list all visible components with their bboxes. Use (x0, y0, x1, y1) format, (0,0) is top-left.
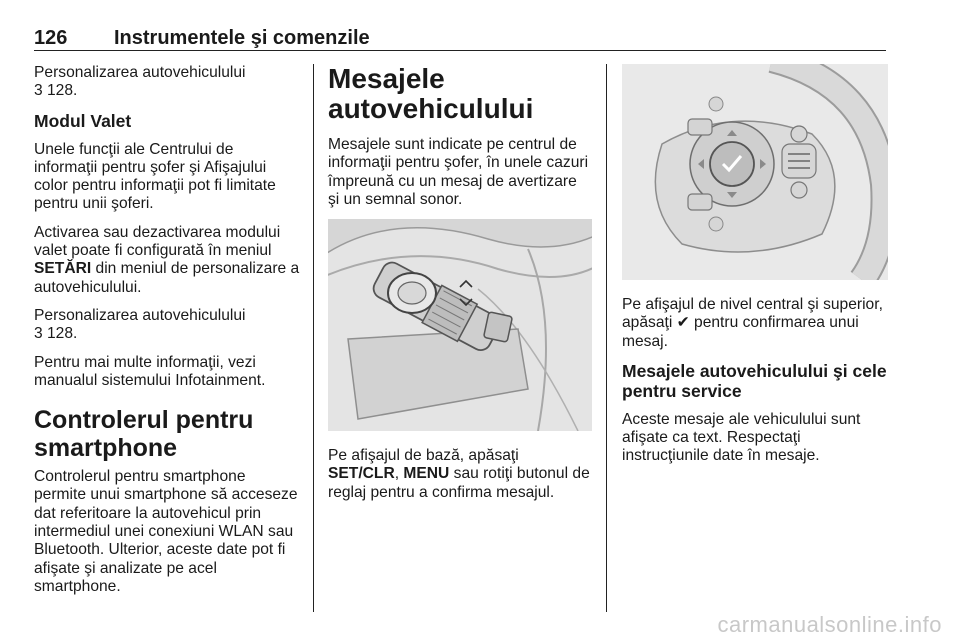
section-title: Mesajele autovehiculului (328, 63, 534, 124)
page-header (34, 28, 886, 51)
paragraph (328, 447, 592, 502)
heading-service: Mesajele autovehiculului şi cele pentru service (622, 360, 887, 401)
paragraph-text: din meniul de personalizare a autovehiculului. (34, 260, 300, 296)
paragraph-text: Pe afişajul de bază, apăsaţi (328, 447, 519, 465)
paragraph: Unele funcţii ale Centrului de informaţii pentru şofer şi Afişajului color pentru informaţii pot fi limitate pentru unii şoferi. (34, 140, 276, 213)
paragraph-text: Pe afişajul de nivel central şi superior, apăsaţi (622, 296, 883, 332)
paragraph: Aceste mesaje ale vehiculului sunt afişate ca text. Respectaţi instrucţiunile date în mesaje. (622, 410, 861, 465)
watermark: carmanualsonline.info (717, 612, 942, 637)
paragraph: Controlerul pentru smartphone permite unui smartphone să acceseze dat referitoare la autovehicul prin intermediul unei conexiuni WLAN sau Bluetooth. Ulterior, aceste date pot fi afişate şi analizate pe acel smartphone. (34, 468, 298, 595)
page-reference[interactable]: 3 128. (34, 325, 78, 343)
chapter-title: Instrumentele şi comenzile (114, 27, 370, 49)
stalk-illustration (328, 219, 592, 431)
steering-stalk-figure (328, 219, 592, 431)
menu-name: SETĂRI (34, 260, 92, 278)
steering-wheel-figure (622, 64, 888, 280)
page-number: 126 (34, 27, 68, 49)
column-divider-1 (313, 64, 314, 612)
heading-smartphone: Controlerul pentru smartphone (34, 406, 254, 463)
column-divider-2 (606, 64, 607, 612)
paragraph: Pentru mai multe informaţii, vezi manualul sistemului Infotainment. (34, 353, 266, 389)
paragraph-text: Activarea sau dezactivarea modului valet poate fi configurată în meniul (34, 223, 281, 260)
check-icon: ✔ (676, 314, 690, 332)
paragraph-text: Personalizarea autovehiculului (34, 64, 246, 81)
paragraph-text: sau rotiţi butonul de reglaj pentru a confirma mesajul. (328, 465, 590, 501)
button-name: SET/CLR (328, 465, 395, 483)
column-2 (328, 64, 592, 512)
page-reference[interactable]: 3 128. (34, 82, 78, 100)
button-name: MENU (403, 465, 450, 483)
paragraph: Mesajele sunt indicate pe centrul de informaţii pentru şofer, în unele cazuri împreună cu un mesaj de avertizare şi un semnal sonor. (328, 136, 589, 208)
column-1 (34, 64, 300, 606)
paragraph (34, 224, 300, 297)
column-3 (622, 64, 888, 476)
paragraph (622, 296, 888, 351)
paragraph (34, 64, 300, 101)
paragraph-text: pentru confirmarea unui mesaj. (622, 314, 859, 350)
paragraph-text: , (394, 465, 404, 483)
paragraph-text: Personalizarea autovehiculului (34, 306, 246, 324)
heading-valet: Modul Valet (34, 110, 132, 131)
paragraph (34, 307, 300, 344)
steering-wheel-illustration (622, 64, 888, 280)
